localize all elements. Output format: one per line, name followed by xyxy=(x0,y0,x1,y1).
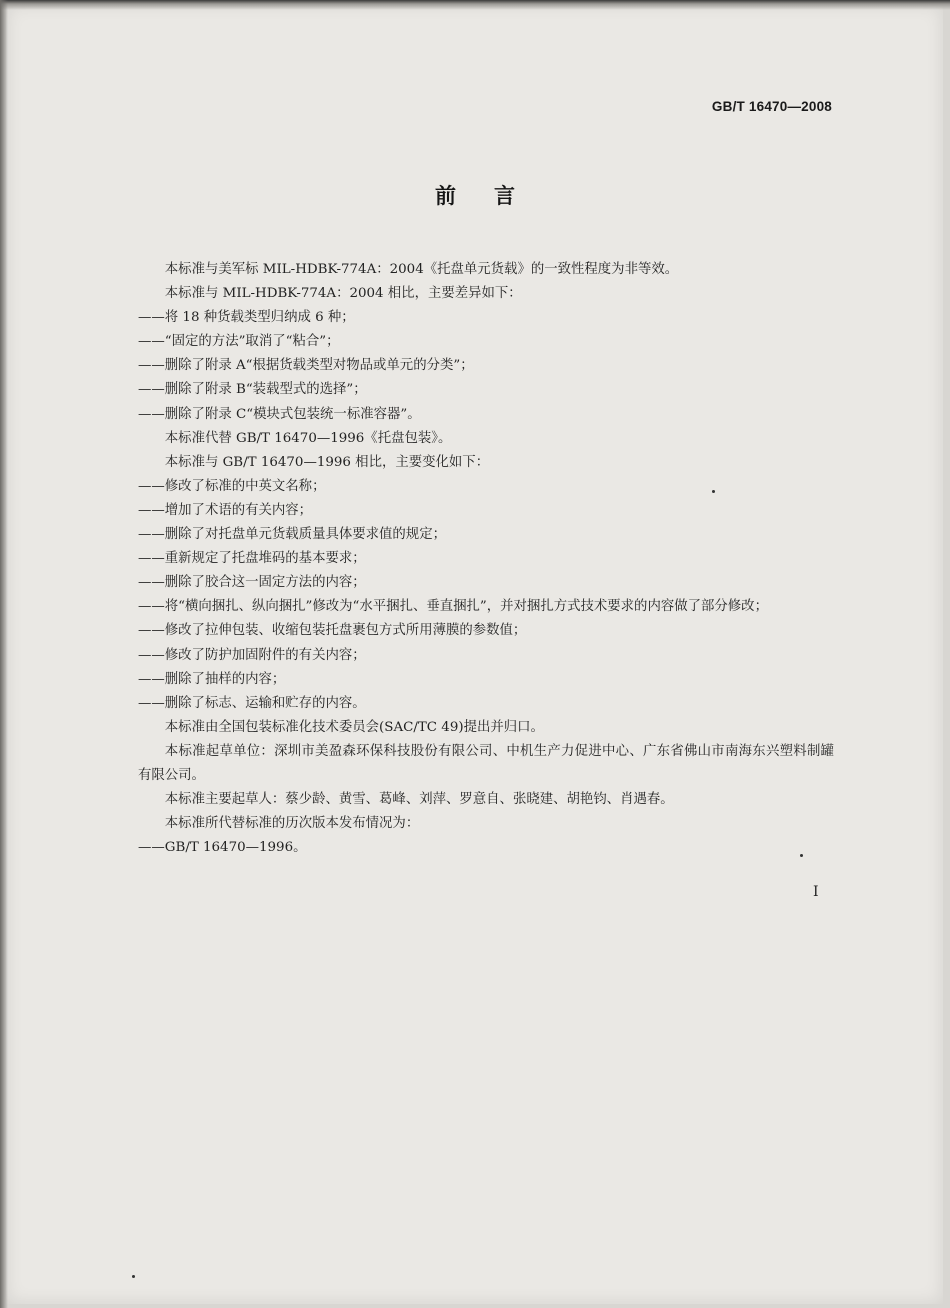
change-item: ——删除了胶合这一固定方法的内容； xyxy=(138,575,366,591)
difference-item: ——删除了附录 A“根据货载类型对物品或单元的分类”； xyxy=(138,358,474,374)
paragraph-replaces: 本标准代替 GB/T 16470—1996《托盘包装》。 xyxy=(164,430,452,446)
paragraph-consistency: 本标准与美军标 MIL-HDBK-774A：2004《托盘单元货载》的一致性程度为非等效。 xyxy=(164,262,679,277)
difference-item: ——删除了附录 B“装载型式的选择”； xyxy=(138,382,367,398)
foreword-body xyxy=(138,258,834,860)
page-title: 前言 xyxy=(435,184,553,208)
change-item: ——删除了对托盘单元货载质量具体要求值的规定； xyxy=(138,527,446,543)
change-item: ——将“横向捆扎、纵向捆扎”修改为“水平捆扎、垂直捆扎”，并对捆扎方式技术要求的内容做了部分修改； xyxy=(138,599,768,615)
change-item: ——删除了标志、运输和贮存的内容。 xyxy=(138,695,366,711)
difference-item: ——“固定的方法”取消了“粘合”； xyxy=(138,334,340,350)
difference-item: ——将 18 种货载类型归纳成 6 种； xyxy=(138,310,355,326)
paragraph-differences-intro: 本标准与 MIL-HDBK-774A：2004 相比，主要差异如下： xyxy=(164,286,522,302)
page-number: I xyxy=(813,884,819,900)
paragraph-drafters: 本标准主要起草人：蔡少龄、黄雪、葛峰、刘萍、罗意自、张晓建、胡艳钧、肖遇春。 xyxy=(164,792,674,808)
scan-speck xyxy=(712,490,715,493)
change-item: ——删除了抽样的内容； xyxy=(138,671,286,687)
history-item: ——GB/T 16470—1996。 xyxy=(138,840,307,856)
scan-speck xyxy=(132,1275,135,1278)
change-item: ——修改了拉伸包装、收缩包装托盘裹包方式所用薄膜的参数值； xyxy=(138,623,527,639)
paragraph-drafting-units: 本标准起草单位：深圳市美盈森环保科技股份有限公司、中机生产力促进中心、广东省佛山市南海东兴塑料制罐有限公司。 xyxy=(138,743,834,783)
change-item: ——修改了标准的中英文名称； xyxy=(138,478,326,494)
scan-top-edge xyxy=(0,0,950,10)
change-item: ——修改了防护加固附件的有关内容； xyxy=(138,647,366,663)
paragraph-proposer: 本标准由全国包装标准化技术委员会(SAC/TC 49)提出并归口。 xyxy=(164,719,544,735)
change-item: ——增加了术语的有关内容； xyxy=(138,502,313,518)
paragraph-history-intro: 本标准所代替标准的历次版本发布情况为： xyxy=(164,816,420,832)
standard-number: GB/T 16470—2008 xyxy=(711,99,832,114)
scan-speck xyxy=(800,854,803,857)
paragraph-changes-intro: 本标准与 GB/T 16470—1996 相比，主要变化如下： xyxy=(164,454,490,470)
change-item: ——重新规定了托盘堆码的基本要求； xyxy=(138,551,366,567)
difference-item: ——删除了附录 C“模块式包装统一标准容器”。 xyxy=(138,406,421,422)
